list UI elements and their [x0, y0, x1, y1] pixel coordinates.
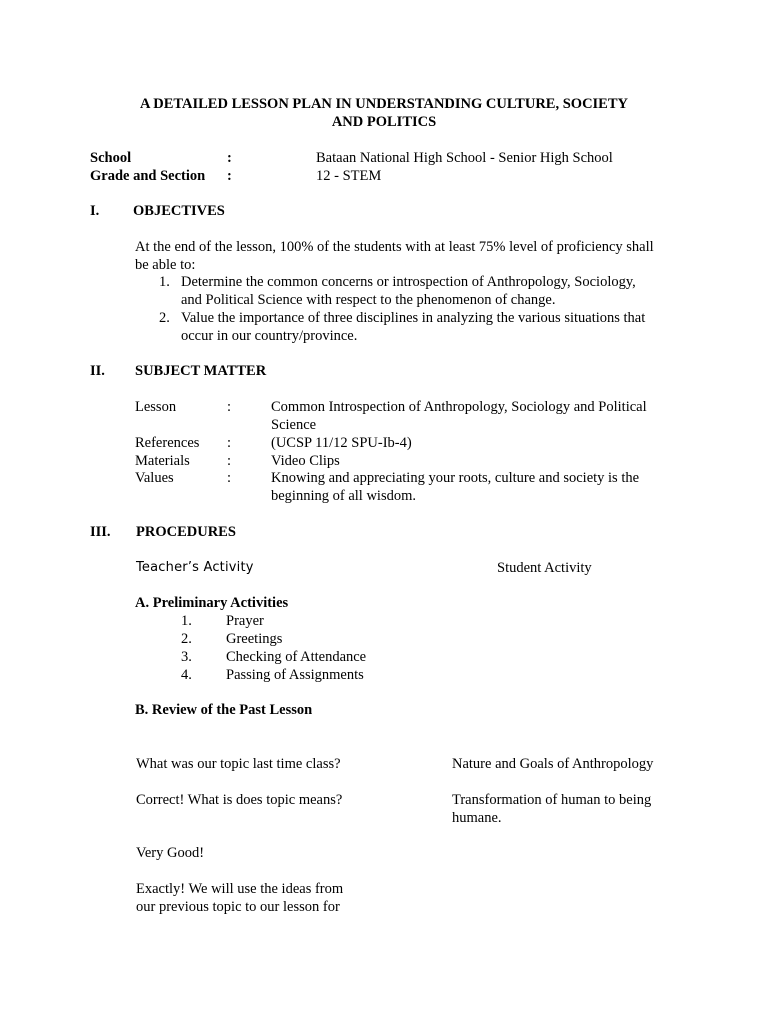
grade-label: Grade and Section: [90, 168, 206, 184]
activity-number: 1.: [181, 613, 192, 629]
lesson-colon: :: [227, 399, 232, 415]
student-activity-header: Student Activity: [497, 560, 592, 576]
teacher-line: What was our topic last time class?: [136, 756, 341, 772]
values-value-cont: beginning of all wisdom.: [271, 488, 416, 504]
objective-text: Value the importance of three disciplines in analyzing the various situations that: [181, 310, 646, 326]
lesson-value: Common Introspection of Anthropology, Sociology and Political: [271, 399, 647, 415]
values-value: Knowing and appreciating your roots, culture and society is the: [271, 470, 640, 486]
objective-text-cont: and Political Science with respect to the phenomenon of change.: [181, 292, 556, 308]
teacher-line: Correct! What is does topic means?: [136, 792, 343, 808]
materials-value: Video Clips: [271, 453, 340, 469]
objective-text-cont: occur in our country/province.: [181, 328, 358, 344]
activity-number: 3.: [181, 649, 192, 665]
teacher-line-cont: our previous topic to our lesson for: [136, 899, 340, 915]
activity-text: Checking of Attendance: [226, 649, 367, 665]
subject-matter-heading: SUBJECT MATTER: [135, 363, 267, 379]
activity-number: 4.: [181, 667, 192, 683]
activity-text: Greetings: [226, 631, 283, 647]
values-label: Values: [135, 470, 174, 486]
activity-text: Prayer: [226, 613, 264, 629]
materials-label: Materials: [135, 453, 190, 469]
document-title-line1: A DETAILED LESSON PLAN IN UNDERSTANDING CULTURE, SOCIETY: [139, 96, 628, 112]
objectives-intro-line1: At the end of the lesson, 100% of the students with at least 75% level of proficiency shall: [135, 239, 654, 255]
procedures-heading: PROCEDURES: [136, 524, 236, 540]
lesson-label: Lesson: [135, 399, 177, 415]
review-past-lesson-heading: B. Review of the Past Lesson: [135, 702, 313, 718]
school-label: School: [90, 150, 132, 166]
teacher-activity-header: Teacher’s Activity: [136, 560, 254, 575]
student-line: Nature and Goals of Anthropology: [452, 756, 654, 772]
references-label: References: [135, 435, 200, 451]
objectives-intro-line2: be able to:: [135, 257, 196, 273]
grade-colon: :: [227, 168, 232, 184]
activity-text: Passing of Assignments: [226, 667, 364, 683]
document-title-line2: AND POLITICS: [331, 114, 437, 130]
activity-number: 2.: [181, 631, 192, 647]
preliminary-activities-heading: A. Preliminary Activities: [135, 595, 289, 611]
references-value: (UCSP 11/12 SPU-Ib-4): [271, 435, 412, 451]
grade-value: 12 - STEM: [316, 168, 382, 184]
objective-text: Determine the common concerns or introspection of Anthropology, Sociology,: [181, 274, 636, 290]
objectives-numeral: I.: [90, 203, 100, 219]
school-colon: :: [227, 150, 232, 166]
objective-number: 2.: [159, 310, 170, 326]
teacher-line: Exactly! We will use the ideas from: [136, 881, 344, 897]
student-line: Transformation of human to being: [452, 792, 652, 808]
objective-number: 1.: [159, 274, 170, 290]
teacher-line: Very Good!: [136, 845, 205, 861]
references-colon: :: [227, 435, 232, 451]
school-value: Bataan National High School - Senior High School: [316, 150, 613, 166]
subject-matter-numeral: II.: [90, 363, 105, 379]
lesson-value-cont: Science: [271, 417, 317, 433]
materials-colon: :: [227, 453, 232, 469]
procedures-numeral: III.: [90, 524, 111, 540]
values-colon: :: [227, 470, 232, 486]
student-line-cont: humane.: [452, 810, 502, 826]
objectives-heading: OBJECTIVES: [133, 203, 225, 219]
